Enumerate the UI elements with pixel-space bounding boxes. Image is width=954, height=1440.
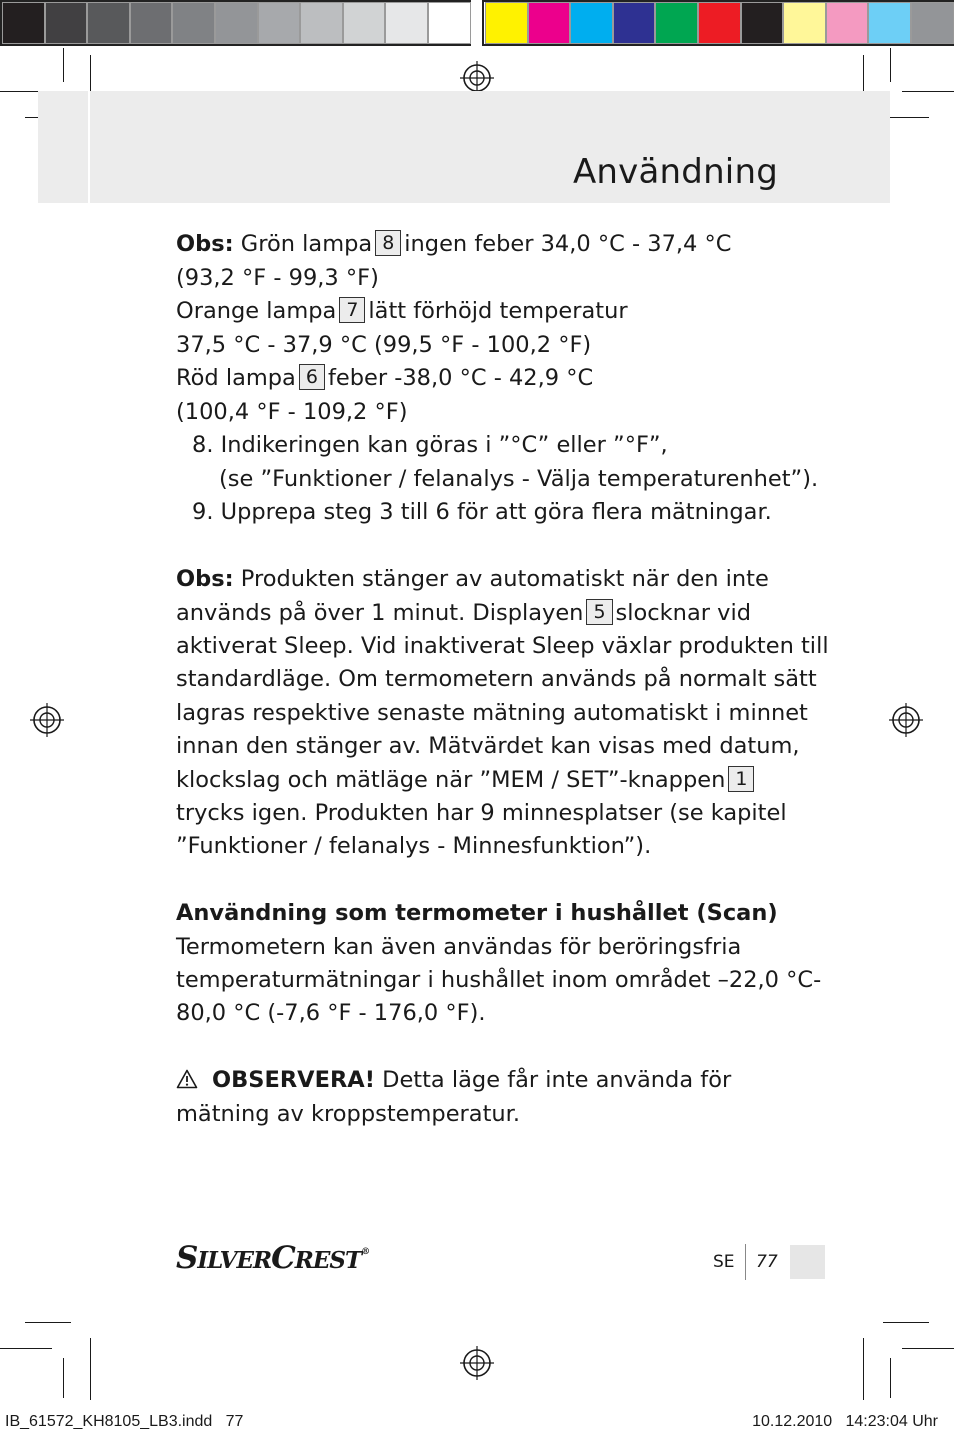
crop-mark xyxy=(890,1358,891,1398)
scan-line-1: Termometern kan även användas för beröringsfria xyxy=(176,934,742,960)
note1-line-5 xyxy=(176,362,593,396)
text: Grön lampa xyxy=(240,231,373,257)
gray-swatch xyxy=(215,2,258,44)
note1-line-4: 37,5 °C - 37,9 °C (99,5 °F - 100,2 °F) xyxy=(176,332,592,358)
note2-line-4: standardläge. Om termometern används på normalt sätt xyxy=(176,666,817,692)
warning-triangle-icon xyxy=(176,1069,198,1089)
registration-mark-icon xyxy=(460,61,494,95)
page-tab xyxy=(790,1245,825,1279)
ref-badge-7: 7 xyxy=(339,297,365,323)
logo-letters: REST xyxy=(294,1247,362,1274)
color-swatch xyxy=(783,2,826,44)
header-divider xyxy=(88,91,90,203)
text: Produkten stänger av automatiskt när den inte xyxy=(240,566,769,592)
heading-text: Användning som termometer i hushållet (Scan) xyxy=(176,900,778,926)
registration-mark-icon xyxy=(889,703,923,737)
gray-swatch xyxy=(428,2,471,44)
color-swatch xyxy=(911,2,954,44)
crop-mark xyxy=(902,91,954,92)
note2-line-9: ”Funktioner / felanalys - Minnesfunktion”). xyxy=(176,833,652,859)
footer-divider xyxy=(745,1244,746,1280)
crop-mark xyxy=(63,1358,64,1398)
logo-letters: ILVER xyxy=(197,1247,272,1274)
text: används på över 1 minut. Displayen xyxy=(176,600,584,626)
crop-mark xyxy=(863,1338,864,1400)
gray-swatch xyxy=(172,2,215,44)
gray-swatch xyxy=(45,2,88,44)
crop-mark xyxy=(883,1322,929,1323)
text: Röd lampa xyxy=(176,365,296,391)
color-swatch xyxy=(528,2,571,44)
language-code: SE xyxy=(713,1252,735,1272)
crop-mark xyxy=(90,1338,91,1400)
crop-mark xyxy=(63,48,64,82)
color-swatch xyxy=(741,2,784,44)
registration-mark-icon xyxy=(460,1346,494,1380)
note2-line-5: lagras respektive senaste mätning automatiskt i minnet xyxy=(176,700,808,726)
registration-mark-icon xyxy=(30,703,64,737)
color-swatch xyxy=(868,2,911,44)
text: ingen feber 34,0 °C - 37,4 °C xyxy=(404,231,732,257)
note1-line-3 xyxy=(176,295,628,329)
note1-line-6: (100,4 °F - 109,2 °F) xyxy=(176,399,408,425)
ref-badge-5: 5 xyxy=(586,599,612,625)
gray-swatch xyxy=(343,2,386,44)
warning-label: OBSERVERA! xyxy=(212,1067,375,1093)
gray-swatch xyxy=(130,2,173,44)
scan-line-2: temperaturmätningar i hushållet inom området –22,0 °C- xyxy=(176,967,822,993)
color-swatch xyxy=(613,2,656,44)
note-label: Obs: xyxy=(176,566,234,592)
text: klockslag och mätläge när ”MEM / SET”-knappen xyxy=(176,767,726,793)
color-calibration-bar xyxy=(0,0,954,46)
ref-badge-6: 6 xyxy=(299,364,325,390)
registered-mark: ® xyxy=(361,1247,370,1257)
step-8: 8. Indikeringen kan göras i ”°C” eller ”°F”, xyxy=(192,432,668,458)
color-swatch xyxy=(655,2,698,44)
text: slocknar vid xyxy=(615,600,751,626)
step-8-cont: (se ”Funktioner / felanalys - Välja temperaturenhet”). xyxy=(219,466,819,492)
gray-swatch xyxy=(2,2,45,44)
note1-line-2: (93,2 °F - 99,3 °F) xyxy=(176,265,379,291)
note1-line-1 xyxy=(176,228,731,262)
text: feber -38,0 °C - 42,9 °C xyxy=(327,365,594,391)
ref-badge-1: 1 xyxy=(728,766,754,792)
note2-line-8: trycks igen. Produkten har 9 minnesplatser (se kapitel xyxy=(176,800,787,826)
text: Detta läge får inte använda för xyxy=(382,1067,732,1093)
logo-letter: S xyxy=(176,1240,198,1276)
color-swatch xyxy=(485,2,528,44)
text: lätt förhöjd temperatur xyxy=(368,298,628,324)
section-heading xyxy=(176,897,778,931)
note2-line-7 xyxy=(176,764,757,798)
timestamp-slug: 10.12.2010 14:23:04 Uhr xyxy=(752,1413,938,1430)
warning-line-2: mätning av kroppstemperatur. xyxy=(176,1101,520,1127)
crop-mark xyxy=(25,1322,71,1323)
gray-swatch xyxy=(300,2,343,44)
text: Orange lampa xyxy=(176,298,337,324)
page-title: Användning xyxy=(572,152,778,192)
crop-mark xyxy=(890,48,891,82)
crop-mark xyxy=(902,1348,954,1349)
warning-line-1 xyxy=(176,1064,731,1098)
note2-line-2 xyxy=(176,597,751,631)
color-swatch xyxy=(826,2,869,44)
note2-line-6: innan den stänger av. Mätvärdet kan visas med datum, xyxy=(176,733,800,759)
ref-badge-8: 8 xyxy=(375,230,401,256)
scan-line-3: 80,0 °C (-7,6 °F - 176,0 °F). xyxy=(176,1000,486,1026)
color-swatch xyxy=(698,2,741,44)
note2-line-1 xyxy=(176,563,769,597)
gray-swatch xyxy=(258,2,301,44)
crop-mark xyxy=(0,1348,52,1349)
step-9: 9. Upprepa steg 3 till 6 för att göra flera mätningar. xyxy=(192,499,772,525)
gray-swatch xyxy=(385,2,428,44)
file-slug: IB_61572_KH8105_LB3.indd 77 xyxy=(5,1413,244,1430)
gray-swatch xyxy=(87,2,130,44)
page-number: 77 xyxy=(756,1252,778,1272)
note2-line-3: aktiverat Sleep. Vid inaktiverat Sleep växlar produkten till xyxy=(176,633,829,659)
note-label: Obs: xyxy=(176,231,234,257)
logo-letter: C xyxy=(271,1240,295,1276)
color-swatch xyxy=(570,2,613,44)
silvercrest-logo xyxy=(176,1240,369,1276)
